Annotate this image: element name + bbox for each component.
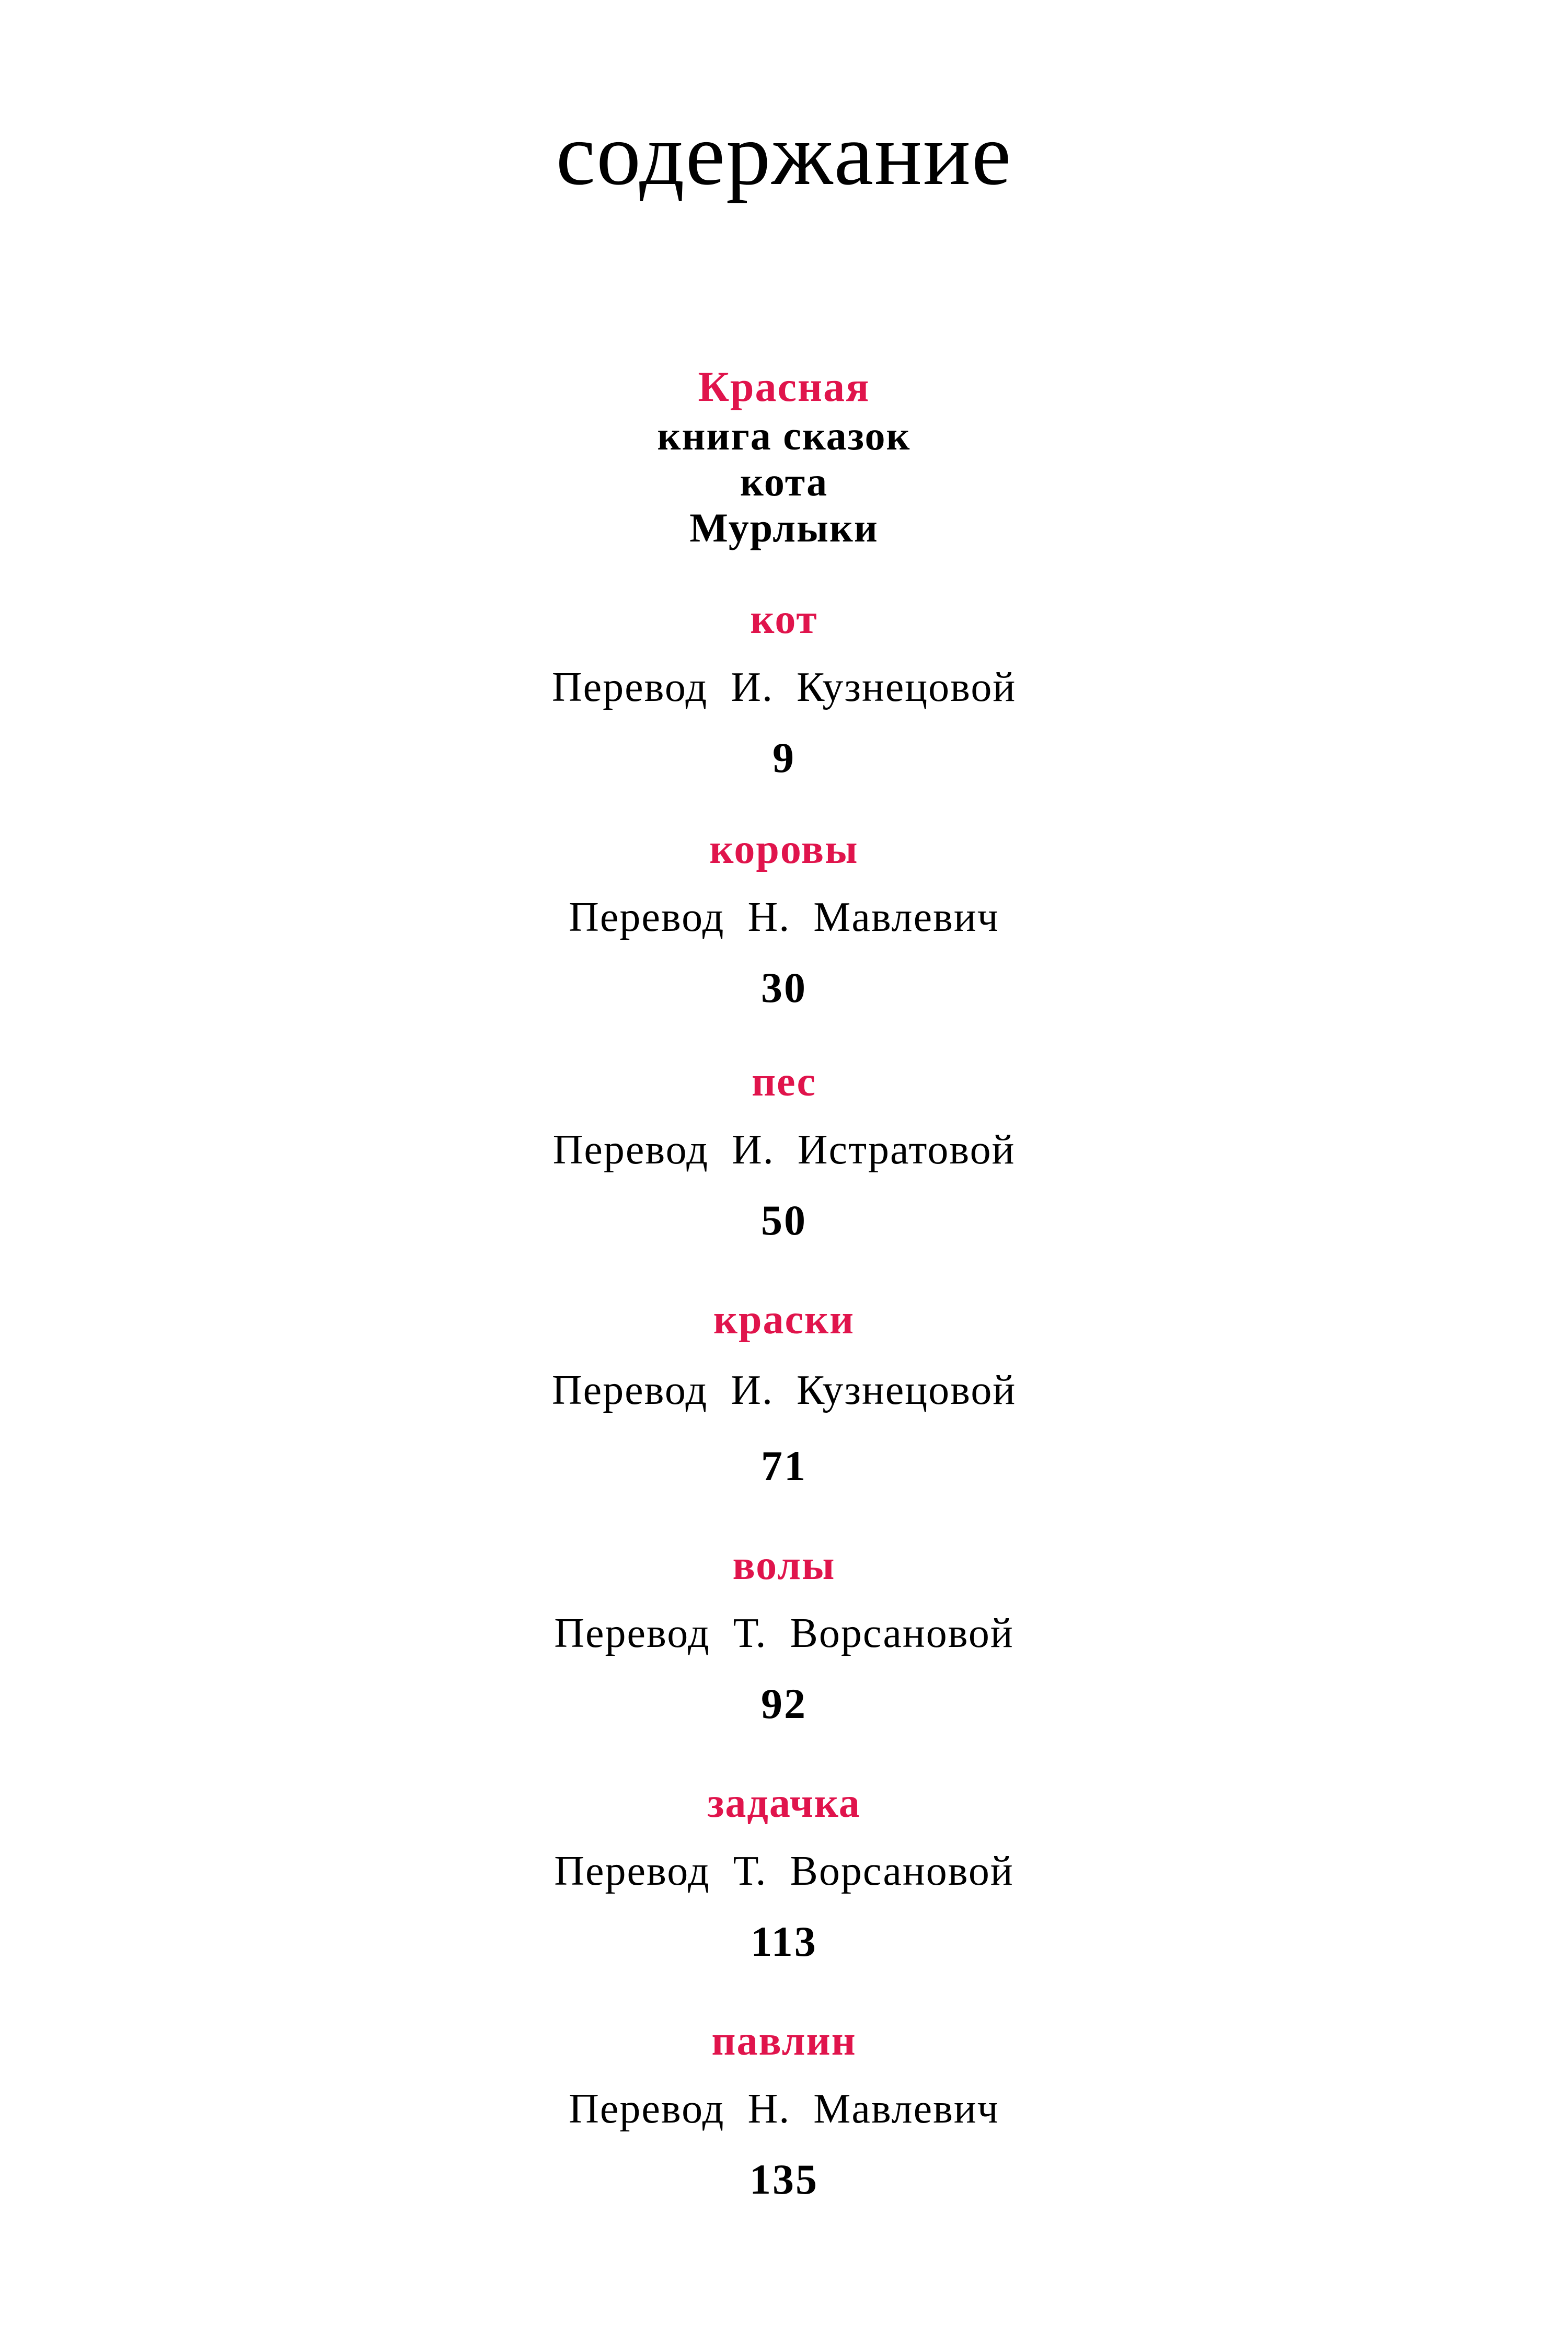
book-title-line-3: Мурлыки	[689, 505, 879, 550]
toc-entry[interactable]	[0, 1539, 1568, 1727]
story-title[interactable]: коровы	[709, 826, 859, 872]
page-number: 135	[750, 2155, 818, 2203]
story-title[interactable]: павлин	[711, 2018, 857, 2064]
toc-entry[interactable]	[0, 1056, 1568, 1244]
page-number: 92	[761, 1680, 807, 1727]
book-title-red-word: Красная	[698, 363, 870, 410]
story-title[interactable]: кот	[750, 596, 818, 642]
translator-credit: Перевод Н. Мавлевич	[569, 894, 999, 940]
book-title-block	[0, 361, 1568, 551]
toc-entry[interactable]	[0, 2015, 1568, 2203]
toc-entry[interactable]	[0, 1777, 1568, 1965]
page-number: 113	[751, 1918, 817, 1965]
page-number: 50	[761, 1196, 807, 1244]
translator-credit: Перевод Н. Мавлевич	[569, 2086, 999, 2132]
toc-entry[interactable]	[0, 823, 1568, 1011]
translator-credit: Перевод Т. Ворсановой	[554, 1610, 1014, 1656]
translator-credit: Перевод Т. Ворсановой	[554, 1848, 1014, 1894]
page-number: 9	[773, 734, 795, 781]
story-title[interactable]: задачка	[707, 1780, 861, 1826]
story-title[interactable]: волы	[732, 1542, 836, 1588]
toc-entry[interactable]	[0, 593, 1568, 781]
toc-entry[interactable]	[0, 1294, 1568, 1490]
page-number: 71	[761, 1442, 807, 1490]
page-number: 30	[761, 964, 807, 1011]
translator-credit: Перевод И. Кузнецовой	[551, 1367, 1017, 1413]
translator-credit: Перевод И. Истратовой	[552, 1127, 1016, 1173]
translator-credit: Перевод И. Кузнецовой	[551, 664, 1017, 710]
book-title-line-1: книга сказок	[657, 413, 911, 458]
story-title[interactable]: пес	[751, 1059, 817, 1105]
story-title[interactable]: краски	[713, 1297, 855, 1343]
book-title-line-2: кота	[740, 459, 828, 504]
page-title: содержание	[556, 105, 1012, 203]
